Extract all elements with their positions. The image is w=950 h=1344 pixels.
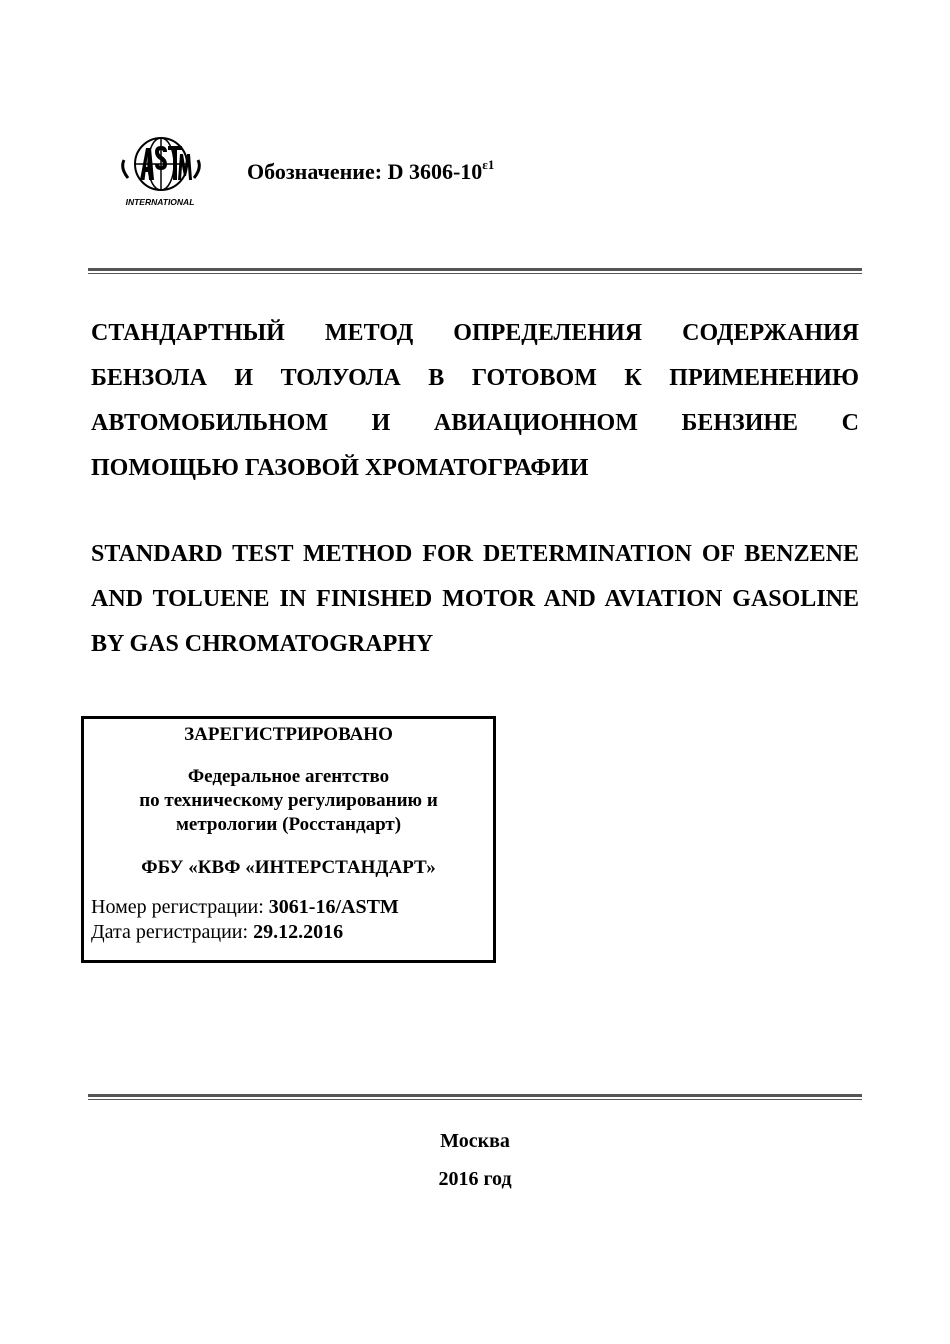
astm-logo [118, 134, 202, 208]
agency-line: метрологии (Росстандарт) [175, 814, 402, 835]
publication-city: Москва [440, 1130, 510, 1152]
registration-date-label: Дата регистрации: [91, 921, 254, 943]
title-russian: СТАНДАРТНЫЙ МЕТОД ОПРЕДЕЛЕНИЯ СОДЕРЖАНИЯ БЕНЗОЛА И ТОЛУОЛА В ГОТОВОМ К ПРИМЕНЕНИЮ АВТОМОБИЛЬНОМ И АВИАЦИОННОМ БЕНЗИНЕ С ПОМОЩЬЮ ГАЗОВОЙ ХРОМАТОГРАФИИ [91, 320, 859, 481]
document-designation [247, 157, 494, 185]
registration-organization: ФБУ «КВФ «ИНТЕРСТАНДАРТ» [141, 857, 436, 878]
registration-number-value: 3061-16/ASTM [268, 896, 399, 918]
registration-box [81, 716, 496, 963]
title-english: STANDARD TEST METHOD FOR DETERMINATION OF BENZENE AND TOLUENE IN FINISHED MOTOR AND AVIATION GASOLINE BY GAS CHROMATOGRAPHY [91, 541, 859, 657]
astm-logo-icon [118, 134, 202, 208]
publication-year: 2016 год [438, 1168, 512, 1190]
astm-logo-subtext: INTERNATIONAL [125, 197, 195, 207]
registration-date [91, 921, 343, 944]
registration-agency [84, 765, 493, 837]
registration-heading: ЗАРЕГИСТРИРОВАНО [184, 724, 393, 745]
bottom-divider [88, 1094, 862, 1100]
designation-superscript: ε1 [482, 157, 495, 172]
agency-line: Федеральное агентство [187, 766, 390, 787]
registration-number [91, 896, 399, 919]
designation-label: Обозначение: D 3606-10 [247, 159, 483, 184]
registration-date-value: 29.12.2016 [253, 921, 344, 943]
registration-number-label: Номер регистрации: [91, 896, 269, 918]
agency-line: по техническому регулированию и [139, 790, 438, 811]
top-divider [88, 268, 862, 274]
